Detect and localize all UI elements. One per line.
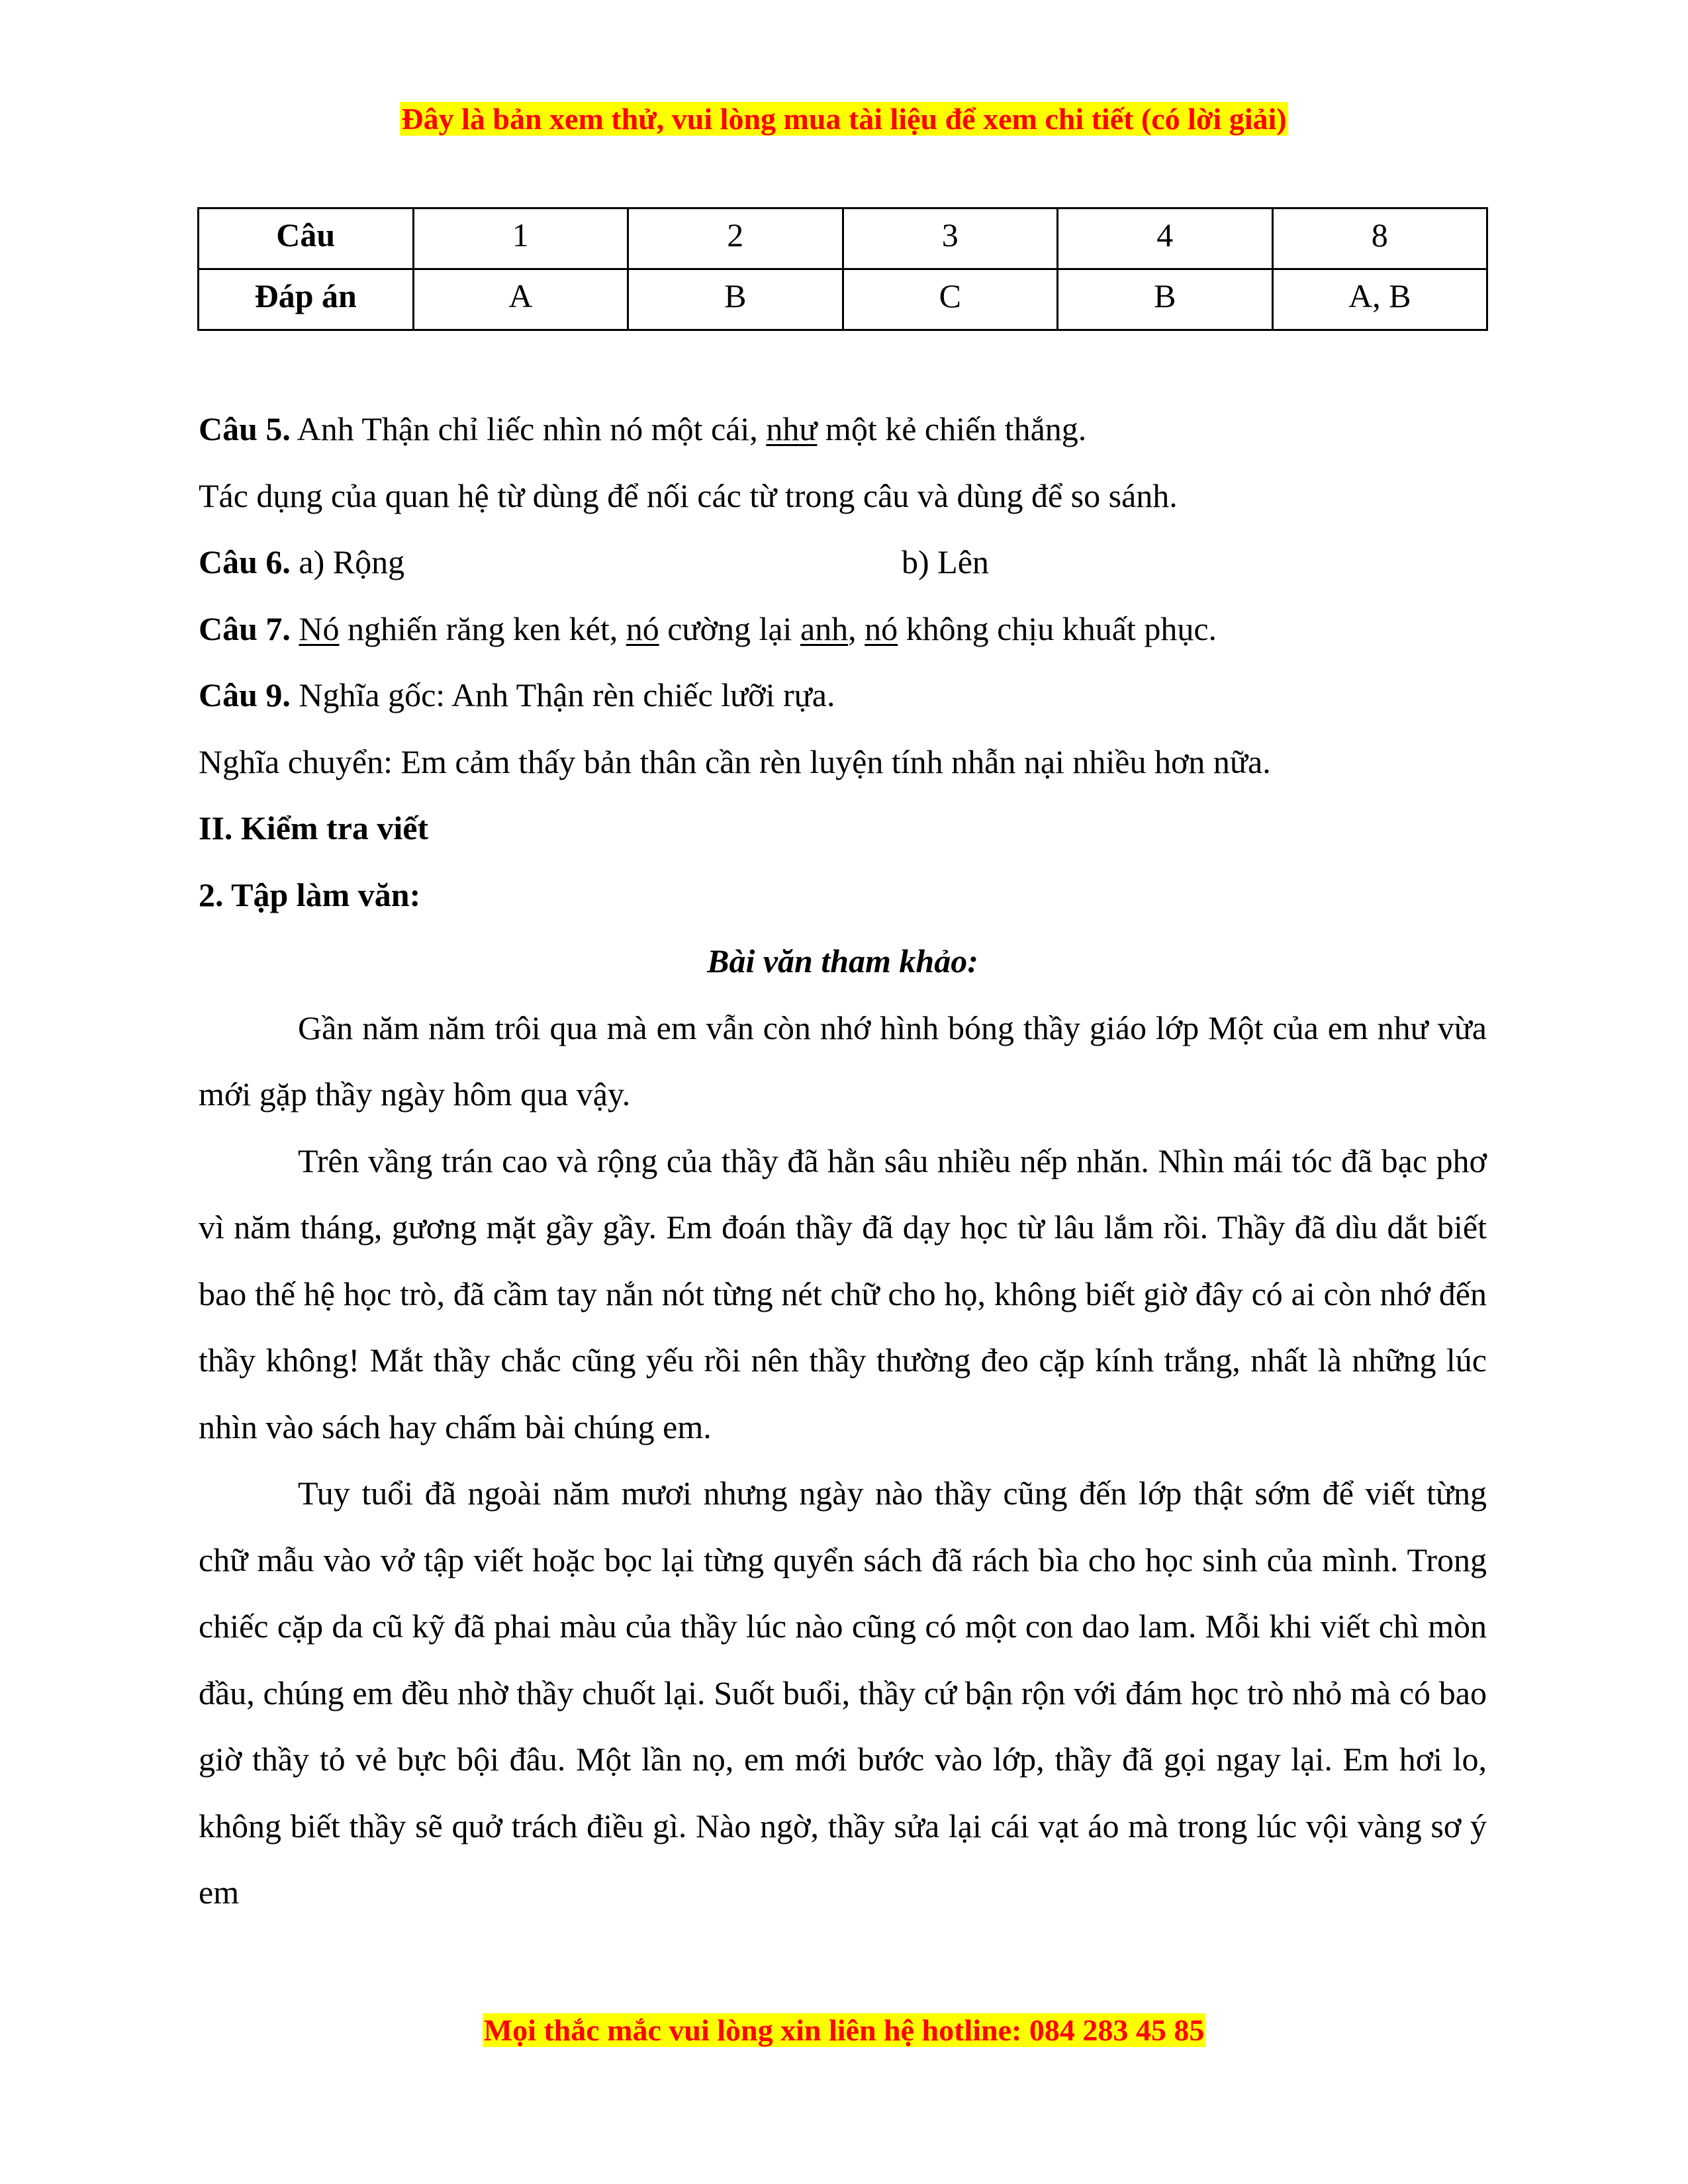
hotline-text: Mọi thắc mắc vui lòng xin liên hệ hotline: 084 283 45 85 [483, 2013, 1205, 2047]
cau6-answer [199, 529, 1487, 596]
answer-cell: C [843, 269, 1058, 330]
question-label: Câu 6. [199, 543, 291, 580]
question-cell: 3 [843, 208, 1058, 269]
cau6-option-a: a) Rộng [290, 543, 405, 580]
preview-notice-text: Đây là bản xem thử, vui lòng mua tài liệu để xem chi tiết (có lời giải) [401, 102, 1287, 136]
question-label: Câu 9. [199, 676, 291, 713]
question-label: Câu 5. [199, 410, 291, 447]
question-cell: 1 [413, 208, 628, 269]
cau9-nghia-goc: Câu 9. Nghĩa gốc: Anh Thận rèn chiếc lưỡi rựa. [199, 676, 835, 713]
answer-cell: A, B [1272, 269, 1487, 330]
answer-cell: A [413, 269, 628, 330]
hotline-banner [0, 2012, 1688, 2049]
preview-notice-banner [0, 101, 1688, 138]
question-cell: 4 [1058, 208, 1273, 269]
essay-title: Bài văn tham khảo: [707, 942, 978, 979]
sentence-fragment: , [848, 610, 865, 647]
essay-paragraph: Trên vầng trán cao và rộng của thầy đã hằn sâu nhiều nếp nhăn. Nhìn mái tóc đã bạc phơ vì năm tháng, gương mặt gầy gầy. Em đoán thầy đã dạy học từ lâu lắm rồi. Thầy đã dìu dắt biết bao thế hệ học trò, đã cầm tay nắn nót từng nét chữ cho họ, không biết giờ đây có ai còn nhớ đến thầy không! Mắt thầy chắc cũng yếu rồi nên thầy thường đeo cặp kính trắng, nhất là những lúc nhìn vào sách hay chấm bài chúng em. [199, 1142, 1487, 1445]
cau7-sentence [299, 610, 1217, 647]
sentence-fragment: không chịu khuất phục. [898, 610, 1217, 647]
question-label: Câu 7. [199, 610, 291, 647]
underlined-word: như [766, 410, 818, 447]
underlined-word: Nó [299, 610, 340, 647]
answer-table [197, 207, 1488, 331]
underlined-word: nó [626, 610, 659, 647]
underlined-word: nó [865, 610, 898, 647]
question-row [199, 208, 1487, 269]
cau5-answer: Câu 5. Anh Thận chỉ liếc nhìn nó một cái, như một kẻ chiến thắng. [199, 410, 1087, 447]
question-cell: 2 [628, 208, 843, 269]
document-body [199, 396, 1487, 1926]
essay-paragraph: Tuy tuổi đã ngoài năm mươi nhưng ngày nào thầy cũng đến lớp thật sớm để viết từng chữ mẫu vào vở tập viết hoặc bọc lại từng quyển sách đã rách bìa cho học sinh của mình. Trong chiếc cặp da cũ kỹ đã phai màu của thầy lúc nào cũng có một con dao lam. Mỗi khi viết chì mòn đầu, chúng em đều nhờ thầy chuốt lại. Suốt buổi, thầy cứ bận rộn với đám học trò nhỏ mà có bao giờ thầy tỏ vẻ bực bội đâu. Một lần nọ, em mới bước vào lớp, thầy đã gọi ngay lại. Em hơi lo, không biết thầy sẽ quở trách điều gì. Nào ngờ, thầy sửa lại cái vạt áo mà trong lúc vội vàng sơ ý em [199, 1475, 1487, 1911]
cau9-nghia-chuyen: Nghĩa chuyển: Em cảm thấy bản thân cần rèn luyện tính nhẫn nại nhiều hơn nữa. [199, 743, 1271, 780]
sentence-fragment: cường lại [659, 610, 800, 647]
cau5-explanation: Tác dụng của quan hệ từ dùng để nối các từ trong câu và dùng để so sánh. [199, 477, 1178, 514]
essay-paragraph: Gần năm năm trôi qua mà em vẫn còn nhớ hình bóng thầy giáo lớp Một của em như vừa mới gặp thầy ngày hôm qua vậy. [199, 1009, 1487, 1113]
question-row-header: Câu [199, 208, 414, 269]
underlined-word: anh [800, 610, 849, 647]
cau7-answer [199, 596, 1487, 662]
question-cell: 8 [1272, 208, 1487, 269]
answer-row [199, 269, 1487, 330]
subsection-heading: 2. Tập làm văn: [199, 876, 421, 913]
sentence-fragment: nghiến răng ken két, [339, 610, 626, 647]
cau6-option-b: b) Lên [902, 543, 989, 580]
answer-row-header: Đáp án [199, 269, 414, 330]
answer-cell: B [1058, 269, 1273, 330]
answer-cell: B [628, 269, 843, 330]
section-heading: II. Kiểm tra viết [199, 809, 429, 846]
